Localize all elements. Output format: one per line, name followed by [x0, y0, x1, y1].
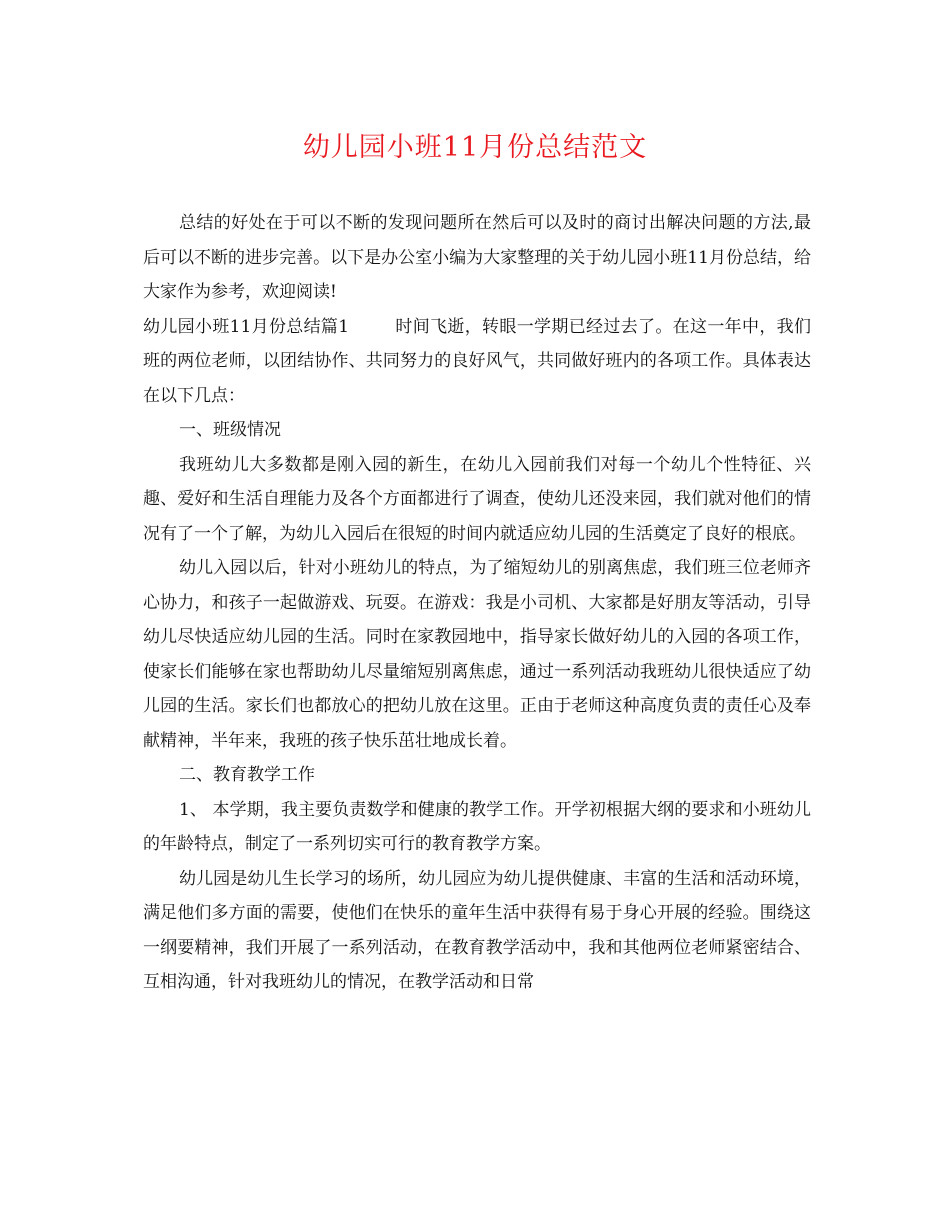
section2-paragraph-2: 幼儿园是幼儿生长学习的场所，幼儿园应为幼儿提供健康、丰富的生活和活动环境，满足他们多方面的需要，使他们在快乐的童年生活中获得有易于身心开展的经验。围绕这一纲要精神，我们开展了一系列活动，在教育教学活动中，我和其他两位老师紧密结合、互相沟通，针对我班幼儿的情况，在教学活动和日常 — [143, 868, 811, 992]
intro-paragraph: 总结的好处在于可以不断的发现问题所在然后可以及时的商讨出解决问题的方法,最后可以不断的进步完善。以下是办公室小编为大家整理的关于幼儿园小班11月份总结，给大家作为参考，欢迎阅读! — [143, 213, 811, 302]
article-opening: 时间飞逝，转眼一学期已经过去了。在这一年中，我们班的两位老师，以团结协作、共同努力的良好风气，共同做好班内的各项工作。具体表达在以下几点： — [143, 316, 811, 406]
section-heading-class-situation: 一、班级情况 — [179, 420, 281, 440]
section-heading-teaching-work: 二、教育教学工作 — [179, 765, 315, 785]
article-heading: 幼儿园小班11月份总结篇1 — [143, 316, 350, 337]
section1-paragraph-1: 我班幼儿大多数都是刚入园的新生，在幼儿入园前我们对每一个幼儿个性特征、兴趣、爱好和生活自理能力及各个方面都进行了调查，使幼儿还没来园，我们就对他们的情况有了一个了解，为幼儿入园后在很短的时间内就适应幼儿园的生活奠定了良好的根底。 — [143, 454, 811, 544]
article-first-paragraph — [143, 310, 811, 414]
section1-paragraph-2: 幼儿入园以后，针对小班幼儿的特点，为了缩短幼儿的别离焦虑，我们班三位老师齐心协力，和孩子一起做游戏、玩耍。在游戏：我是小司机、大家都是好朋友等活动，引导幼儿尽快适应幼儿园的生活。同时在家教园地中，指导家长做好幼儿的入园的各项工作，使家长们能够在家也帮助幼儿尽量缩短别离焦虑，通过一系列活动我班幼儿很快适应了幼儿园的生活。家长们也都放心的把幼儿放在这里。正由于老师这种高度负责的责任心及奉献精神，半年来，我班的孩子快乐茁壮地成长着。 — [143, 558, 811, 751]
document-body — [143, 206, 811, 1000]
section2-paragraph-1: 1、 本学期，我主要负责数学和健康的教学工作。开学初根据大纲的要求和小班幼儿的年龄特点，制定了一系列切实可行的教育教学方案。 — [143, 799, 811, 854]
document-title: 幼儿园小班11月份总结范文 — [302, 132, 648, 163]
